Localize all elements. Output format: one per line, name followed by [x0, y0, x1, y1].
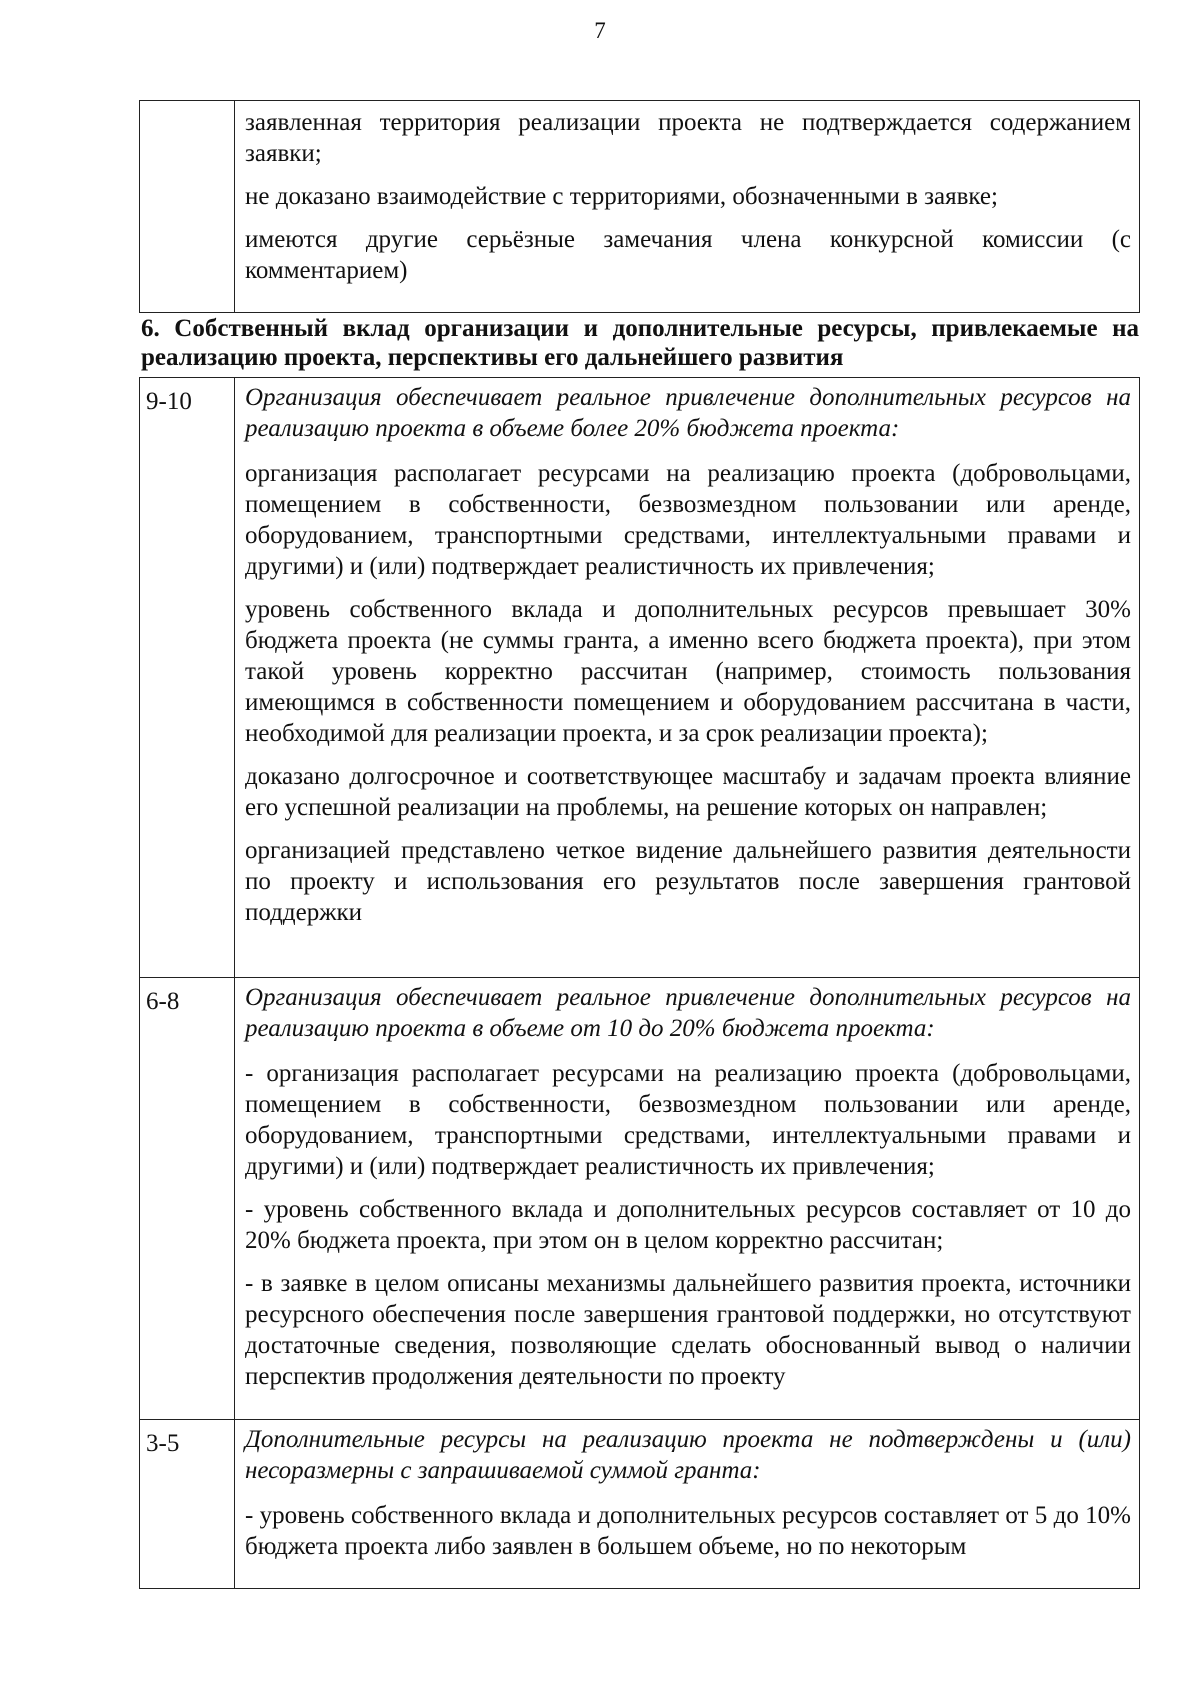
- section-heading: 6. Собственный вклад организации и дополнительные ресурсы, привлекаемые на реализацию проекта, перспективы его дальнейшего развития: [141, 315, 1139, 371]
- criterion-item: уровень собственного вклада и дополнительных ресурсов превышает 30% бюджета проекта (не суммы гранта, а именно всего бюджета проекта), при этом такой уровень корректно рассчитан (например, стоимость пользования имеющимся в собственности помещением и оборудованием рассчитана в части, необходимой для реализации проекта, и за срок реализации проекта);: [245, 596, 1131, 747]
- criterion-item: - уровень собственного вклада и дополнительных ресурсов составляет от 5 до 10% бюджета проекта либо заявлен в большем объеме, но по некоторым: [245, 1502, 1131, 1560]
- criterion-item: - организация располагает ресурсами на реализацию проекта (добровольцами, помещением в собственности, безвозмездном пользовании или аренде, оборудованием, транспортными средствами, интеллектуальными правами и другими) и (или) подтверждает реалистичность их привлечения;: [245, 1060, 1131, 1180]
- criterion-item: не доказано взаимодействие с территориями, обозначенными в заявке;: [245, 183, 998, 210]
- score-cell: 9-10: [140, 378, 235, 978]
- criterion-item: - в заявке в целом описаны механизмы дальнейшего развития проекта, источники ресурсного обеспечения после завершения грантовой поддержки, но отсутствуют достаточные сведения, позволяющие сделать обоснованный вывод о наличии перспектив продолжения деятельности по проекту: [245, 1270, 1131, 1390]
- criteria-table: [139, 377, 1140, 1589]
- score-cell: 6-8: [140, 978, 235, 1420]
- criterion-item: доказано долгосрочное и соответствующее масштабу и задачам проекта влияние его успешной реализации на проблемы, на решение которых он направлен;: [245, 763, 1131, 821]
- description-cell: [235, 1420, 1140, 1589]
- page-number: 7: [594, 18, 606, 43]
- table-row: [140, 378, 1140, 978]
- description-cell: [235, 378, 1140, 978]
- criterion-item: заявленная территория реализации проекта не подтверждается содержанием заявки;: [245, 109, 1131, 167]
- table-row: [140, 1420, 1140, 1589]
- description-cell: [235, 978, 1140, 1420]
- criterion-intro: Дополнительные ресурсы на реализацию проекта не подтверждены и (или) несоразмерны с запрашиваемой суммой гранта:: [245, 1426, 1131, 1484]
- score-cell: [140, 101, 235, 313]
- criterion-item: организацией представлено четкое видение дальнейшего развития деятельности по проекту и использования его результатов после завершения грантовой поддержки: [245, 837, 1131, 926]
- criterion-intro: Организация обеспечивает реальное привлечение дополнительных ресурсов на реализацию проекта в объеме от 10 до 20% бюджета проекта:: [245, 984, 1131, 1042]
- criteria-table-continued: [139, 100, 1140, 313]
- description-cell: [235, 101, 1140, 313]
- criterion-intro: Организация обеспечивает реальное привлечение дополнительных ресурсов на реализацию проекта в объеме более 20% бюджета проекта:: [245, 384, 1131, 442]
- score-cell: 3-5: [140, 1420, 235, 1589]
- criterion-item: организация располагает ресурсами на реализацию проекта (добровольцами, помещением в собственности, безвозмездном пользовании или аренде, оборудованием, транспортными средствами, интеллектуальными правами и другими) и (или) подтверждает реалистичность их привлечения;: [245, 460, 1131, 580]
- criterion-item: имеются другие серьёзные замечания члена конкурсной комиссии (с комментарием): [245, 226, 1131, 284]
- table-row: [140, 978, 1140, 1420]
- criterion-item: - уровень собственного вклада и дополнительных ресурсов составляет от 10 до 20% бюджета проекта, при этом он в целом корректно рассчитан;: [245, 1196, 1131, 1254]
- table-row: [140, 101, 1140, 313]
